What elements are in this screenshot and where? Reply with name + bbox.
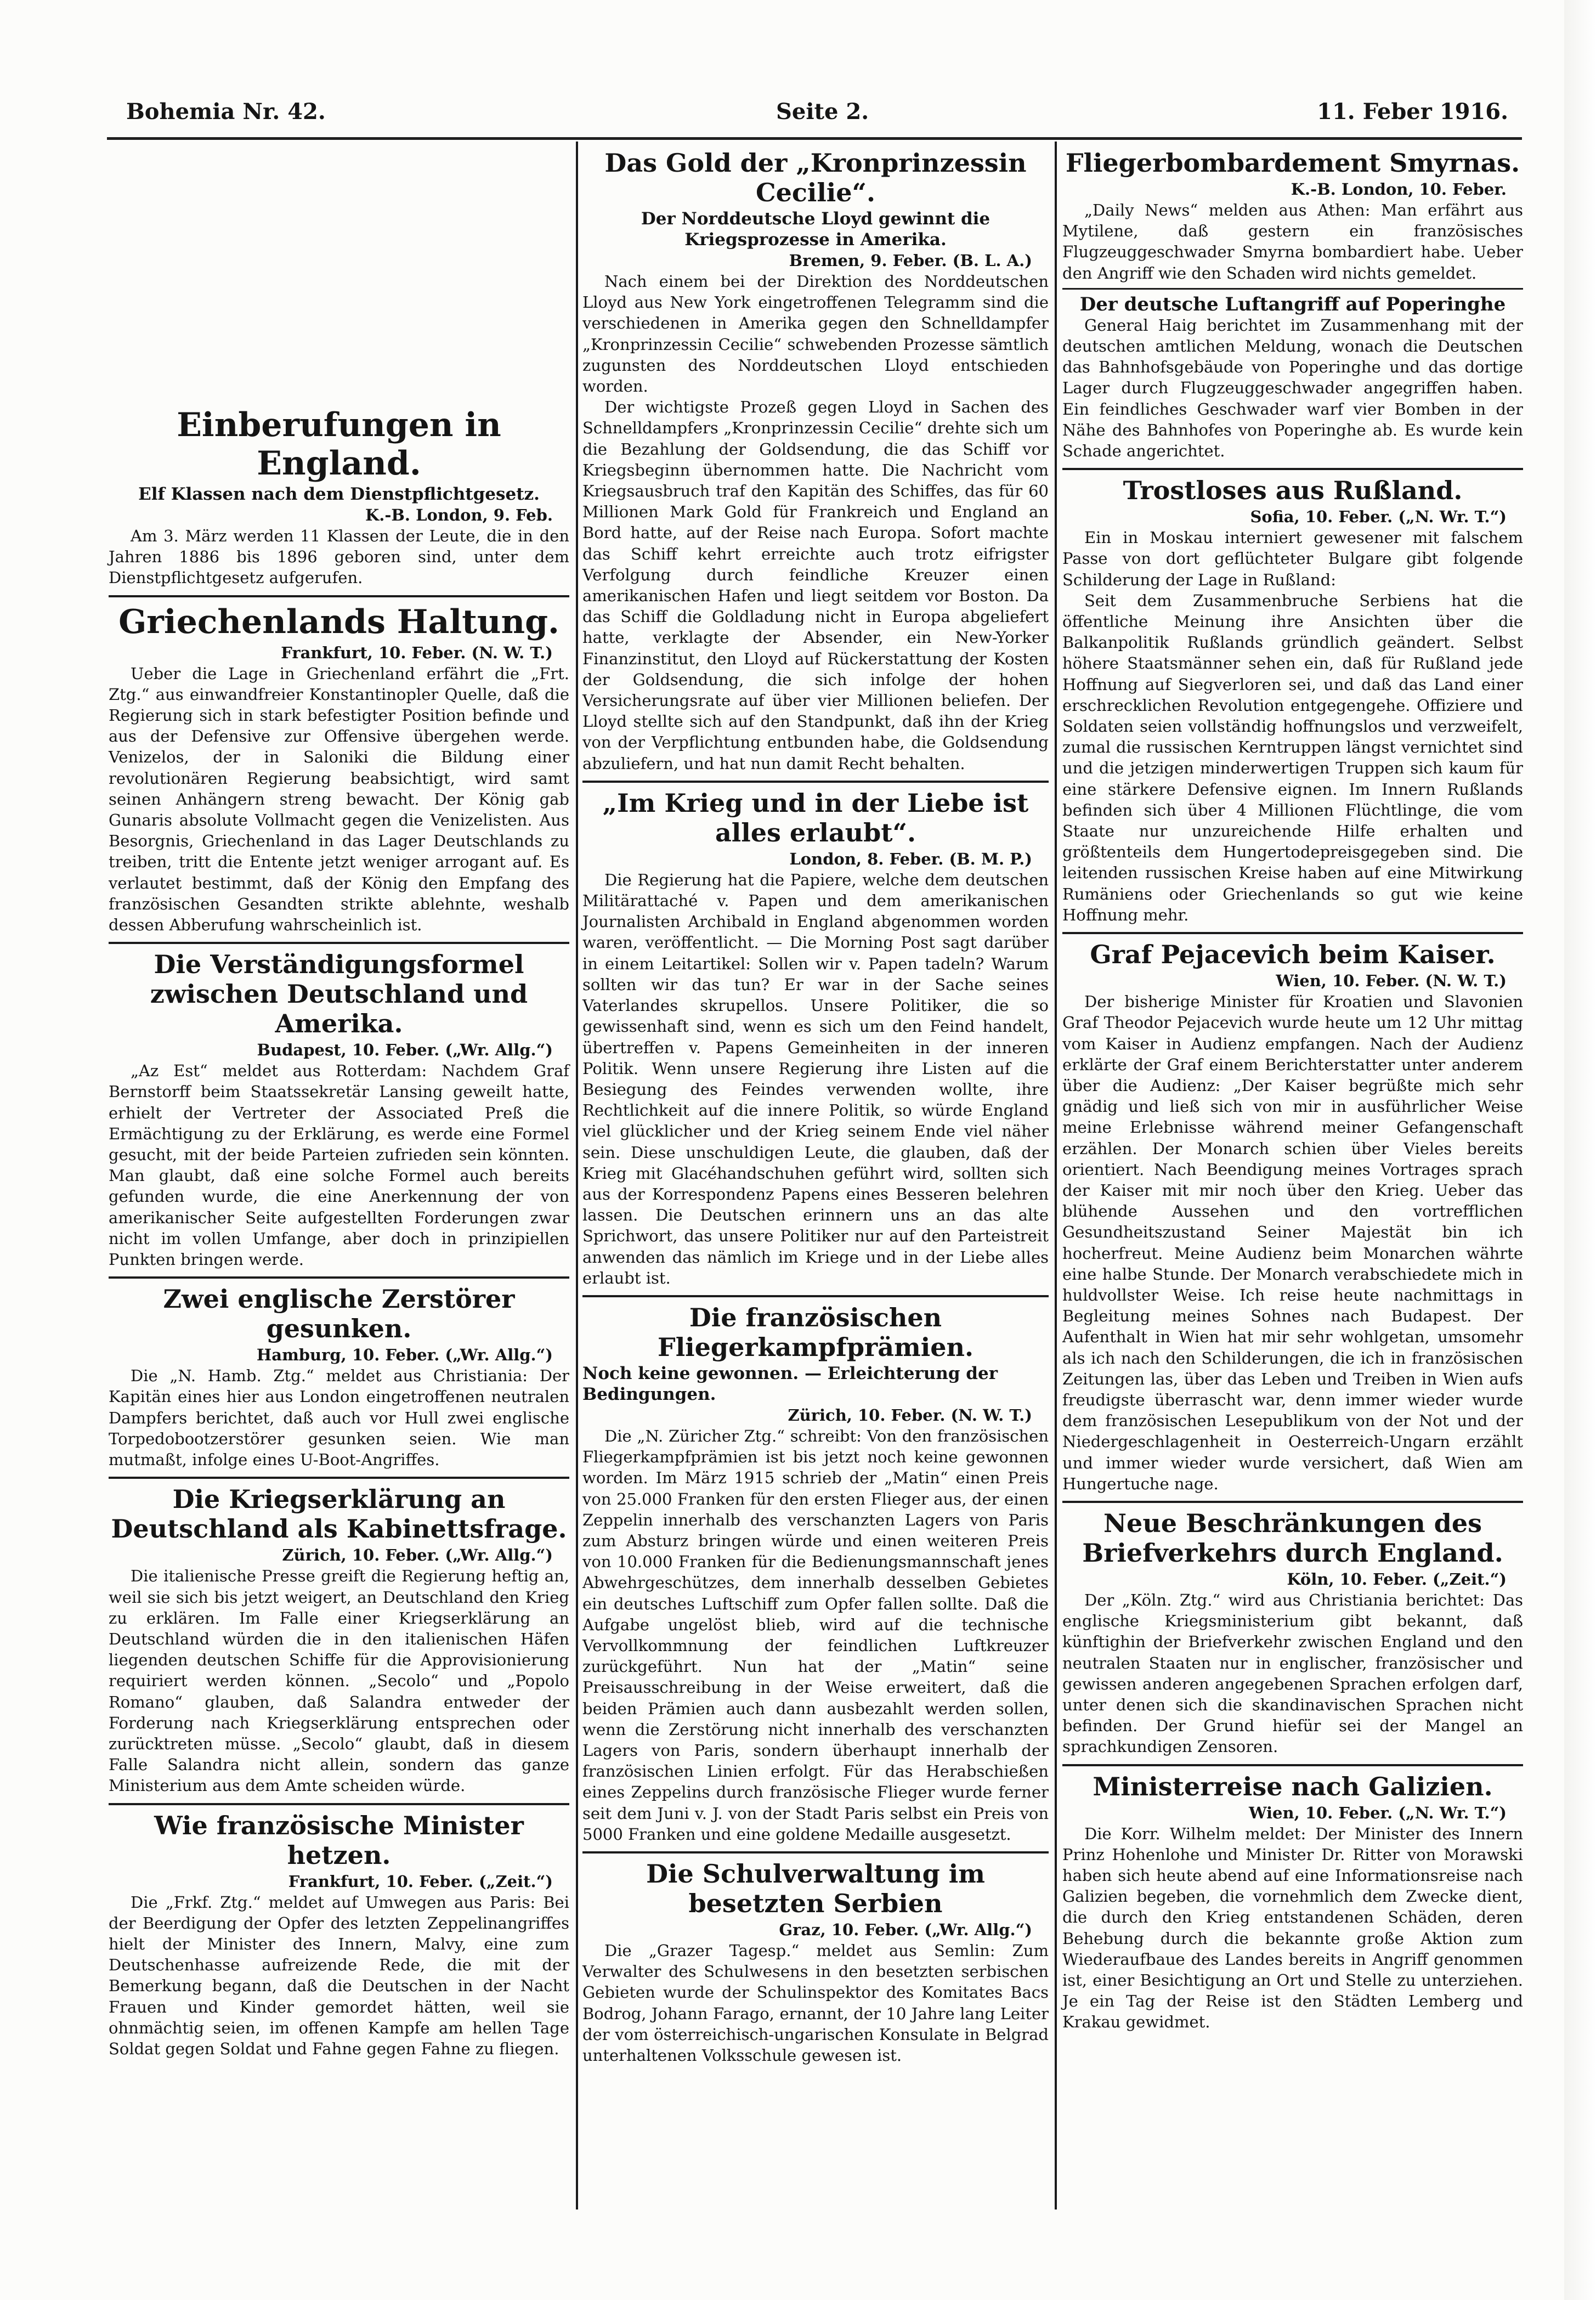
article-krieg-liebe [582, 788, 1049, 1289]
article-kriegserklaerung [109, 1484, 569, 1796]
article-body: „Az Est“ meldet aus Rotterdam: Nachdem Graf Bernstorff beim Staatssekretär Lansing geweilt hatte, erhielt der Vertreter der Associated Preß die Ermächtigung zu der Erklärung, es werde eine Formel gesucht, mit der beide Parteien zufrieden sein könnten. Man glaubt, daß eine solche Formel auch bereits gefunden wurde, die eine Anerkennung der von amerikanischer Seite aufgestellten Forderungen zwar nicht im vollen Umfange, aber doch in prinzipiellen Punkten bringen werde. [109, 1061, 569, 1269]
subheadline: Noch keine gewonnen. — Erleichterung der Bedingungen. [582, 1363, 998, 1404]
dateline: Sofia, 10. Feber. („N. Wr. T.“) [1250, 507, 1507, 527]
article-body: Der wichtigste Prozeß gegen Lloyd in Sachen des Schnelldampfers „Kronprinzessin Cecilie“ drehte sich um die Bezahlung der Goldsendung, die das Schiff vor Kriegsbeginn übernommen hatte. Die Nachricht vom Kriegsausbruch traf den Kapitän des Schiffes, das für 60 Millionen Mark Gold für Frankreich und England an Bord hatte, auf der Reise nach Europa. Sofort machte das Schiff kehrt erreichte auch trotz eifrigster Verfolgung durch feindliche Kreuzer einen amerikanischen Hafen und liegt seitdem vor Boston. Da das Schiff die Goldladung nicht in Europa abgeliefert hatte, verklagte der Absender, ein New-Yorker Finanzinstitut, den Lloyd auf Rückerstattung der Kosten der Goldsendung, die sich infolge der hohen Versicherungsrate auf über vier Millionen beliefen. Der Lloyd stellte sich auf den Standpunkt, daß ihn der Krieg von der Verpflichtung entbunden habe, die Goldsendung abzuliefern, und hat nun damit Recht behalten. [582, 398, 1049, 773]
headline: Trostloses aus Rußland. [1123, 476, 1463, 506]
article-divider [109, 942, 569, 944]
headline: Griechenlands Haltung. [118, 602, 559, 641]
article-body: Nach einem bei der Direktion des Norddeutschen Lloyd aus New York eingetroffenen Telegramm sind die verschiedenen in Amerika gegen den Schnelldampfer „Kronprinzessin Cecilie“ schwebenden Prozesse sämtlich zugunsten des Norddeutschen Lloyd entschieden worden. [582, 272, 1049, 396]
article-schulverwaltung [582, 1859, 1049, 2066]
article-body: Ein in Moskau interniert gewesener mit falschem Passe von dort geflüchteter Bulgare gibt folgende Schilderung der Lage in Rußland: [1062, 528, 1523, 589]
header-publication: Bohemia Nr. 42. [126, 99, 326, 125]
column-1-top-space [109, 146, 569, 404]
column-1 [109, 146, 569, 2059]
article-body: Am 3. März werden 11 Klassen der Leute, die in den Jahren 1886 bis 1896 geboren sind, unter dem Dienstpflichtgesetz aufgerufen. [109, 527, 569, 587]
headline: Ministerreise nach Galizien. [1093, 1771, 1493, 1801]
article-divider [1062, 288, 1523, 290]
headline: Zwei englische Zerstörer gesunken. [163, 1284, 515, 1344]
article-griechenland [109, 603, 569, 936]
article-body: Die Korr. Wilhelm meldet: Der Minister des Innern Prinz Hohenlohe und Minister Dr. Ritter von Morawski haben sich heute abend auf eine Informationsreise nach Galizien begeben, die vornehmlich dem Zwecke dient, die durch den Krieg entstandenen Schäden, deren Behebung durch die bekannte große Aktion zum Wiederaufbaue des Landes bereits in Angriff genommen ist, einer Besichtigung an Ort und Stelle zu unterziehen. Je ein Tag der Reise ist den Städten Lemberg und Krakau gewidmet. [1062, 1824, 1523, 2032]
headline: Fliegerbombardement Smyrnas. [1065, 148, 1520, 178]
article-body: „Daily News“ melden aus Athen: Man erfährt aus Mytilene, daß gestern ein französisches Flugzeuggeschwader Smyrna bombardiert habe. Ueber den Angriff wie den Schaden wird nichts gemeldet. [1062, 201, 1523, 282]
article-divider [109, 1477, 569, 1479]
dateline: Frankfurt, 10. Feber. (N. W. T.) [281, 643, 553, 662]
header-rule [107, 137, 1522, 140]
article-body: Die „N. Hamb. Ztg.“ meldet aus Christiania: Der Kapitän eines hier aus London eingetroffenen neutralen Dampfers berichtet, daß auch vor Hull zwei englische Torpedobootzerstörer gesunken seien. Wie man mutmaßt, infolge eines U-Boot-Angriffes. [109, 1366, 569, 1470]
article-divider [109, 1276, 569, 1279]
headline: Das Gold der „Kronprinzessin Cecilie“. [604, 148, 1027, 207]
header-page-number: Seite 2. [776, 99, 869, 125]
dateline: Köln, 10. Feber. („Zeit.“) [1287, 1569, 1507, 1589]
column-rule-2 [1055, 142, 1057, 2209]
article-body: Die „N. Züricher Ztg.“ schreibt: Von den französischen Fliegerkampfprämien ist bis jetzt noch keine gewonnen worden. Im März 1915 schrieb der „Matin“ einen Preis von 25.000 Franken für den ersten Flieger aus, der einen Zeppelin innerhalb des verschanzten Lagers von Paris zum Absturz bringen würde und einen weiteren Preis von 10.000 Franken für die Bedienungsmannschaft jenes Abwehrgeschützes, dem innerhalb desselben Gebietes ein deutsches Luftschiff zum Opfer fallen sollte. Daß die Aufgabe ungelöst blieb, wird auf die technische Vervollkommnung der feindlichen Luftkreuzer zurückgeführt. Nun hat der „Matin“ seine Preisausschreibung in der Weise erweitert, daß die beiden Prämien auch dann ausbezahlt werden sollen, wenn die Zerstörung nicht innerhalb des verschanzten Lagers von Paris, sondern überhaupt innerhalb der französischen Linien erfolgt. Für das Herabschießen eines Zeppelins durch französische Flieger wurde ferner seit dem Juni v. J. von der Stadt Paris selbst ein Preis von 5000 Franken und eine goldene Medaille ausgesetzt. [582, 1426, 1049, 1844]
headline: Der deutsche Luftangriff auf Poperinghe [1079, 293, 1506, 315]
dateline: Hamburg, 10. Feber. („Wr. Allg.“) [256, 1346, 553, 1365]
article-body: Die Regierung hat die Papiere, welche dem deutschen Militärattaché v. Papen und dem amerikanischen Journalisten Archibald in England abgenommen worden waren, veröffentlicht. — Die Morning Post sagt darüber in einem Leitartikel: Sollen wir v. Papen tadeln? Warum sollten wir das tun? Er war in der Sache seines Vaterlandes skrupellos. Unsere Politiker, die so gewissenhaft sind, wenn es sich um den Feind handelt, übertreffen v. Papens Gemeinheiten in der inneren Politik. Wenn unsere Regierung ihre Listen auf die Besiegung des Feindes verwenden wollte, ihre Rechtlichkeit auf die innere Politik, so würde England viel glücklicher und der Krieg seinem Ende viel näher sein. Diese unschuldigen Leute, die glauben, daß der Krieg mit Glacéhandschuhen geführt wird, sollten sich aus der Korrespondenz Papens eines Besseren belehren lassen. Die Deutschen erinnern uns an das alte Sprichwort, das unsere Politiker nur auf den Parteistreit anwenden das nämlich im Kriege und in der Liebe alles erlaubt ist. [582, 870, 1049, 1287]
headline: Wie französische Minister hetzen. [154, 1810, 524, 1870]
article-divider [1062, 1764, 1523, 1766]
subheadline: Elf Klassen nach dem Dienstpflichtgesetz. [138, 484, 540, 504]
article-pejacevich [1062, 940, 1523, 1494]
dateline: London, 8. Feber. (B. M. P.) [789, 849, 1032, 868]
headline: Graf Pejacevich beim Kaiser. [1090, 940, 1496, 970]
article-body: Die „Frkf. Ztg.“ meldet auf Umwegen aus Paris: Bei der Beerdigung der Opfer des letzten Zeppelinangriffes hielt der Minister des Innern, Malvy, eine zum Deutschenhasse aufreizende Rede, die mit der Bemerkung begann, daß die Deutschen in der Nacht Frauen und Kinder gemordet hätten, weil sie ohnmächtig seien, im offenen Kampfe am hellen Tage Soldat gegen Soldat und Fahne gegen Fahne zu fliegen. [109, 1892, 569, 2058]
dateline: K.-B. London, 9. Feb. [365, 506, 553, 524]
headline: Die Verständigungsformel zwischen Deutschland und Amerika. [150, 950, 528, 1039]
article-poperinghe [1062, 294, 1523, 461]
column-rule-1 [576, 142, 578, 2209]
dateline: Zürich, 10. Feber. („Wr. Allg.“) [282, 1546, 553, 1565]
article-ministerreise [1062, 1772, 1523, 2033]
dateline: Wien, 10. Feber. (N. W. T.) [1276, 971, 1507, 991]
article-minister [109, 1811, 569, 2060]
article-divider [1062, 1501, 1523, 1503]
dateline: Frankfurt, 10. Feber. („Zeit.“) [288, 1872, 553, 1891]
headline: Neue Beschränkungen des Briefverkehrs durch England. [1082, 1508, 1503, 1568]
subheadline: Der Norddeutsche Lloyd gewinnt die Kriegsprozesse in Amerika. [641, 209, 991, 250]
article-divider [582, 781, 1049, 783]
article-divider [582, 1295, 1049, 1297]
article-body: Der bisherige Minister für Kroatien und Slavonien Graf Theodor Pejacevich wurde heute um 12 Uhr mittag vom Kaiser in Audienz empfangen. Nach der Audienz erklärte der Graf einem Berichterstatter unter anderem über die Audienz: „Der Kaiser begrüßte mich sehr gnädig und ließ sich von mir in ausführlicher Weise meine Erlebnisse während meiner Gefangenschaft erzählen. Der Monarch schien über Vieles bereits orientiert. Nach Beendigung meines Vortrages sprach der Kaiser mit mir noch über den Krieg. Ueber das blühende Aussehen und den vortrefflichen Gesundheitszustand Seiner Majestät bin ich hocherfreut. Meine Audienz beim Monarchen währte eine halbe Stunde. Der Monarch verabschiedete mich in huldvollster Weise. Ich reise heute nachmittags in Begleitung meines Sohnes nach Budapest. Der Aufenthalt in Wien hat mir sehr wohlgetan, umsomehr als ich nach den Schilderungen, die ich in französischen Zeitungen las, über das Leben und Treiben in Wien aufs freudigste überrascht war, denn immer wieder wurde dem französischen Lesepublikum von der Not und der Niedergeschlagenheit in Oesterreich-Ungarn erzählt und immer wieder wurde versichert, daß Wien am Hungertuche nage. [1062, 992, 1523, 1493]
article-verstaendigung [109, 950, 569, 1270]
dateline: Wien, 10. Feber. („N. Wr. T.“) [1248, 1803, 1507, 1822]
page-header [110, 99, 1519, 137]
article-divider [1062, 932, 1523, 934]
dateline: Graz, 10. Feber. („Wr. Allg.“) [779, 1920, 1032, 1939]
headline: Die französischen Fliegerkampfprämien. [658, 1302, 974, 1362]
dateline: Bremen, 9. Feber. (B. L. A.) [789, 251, 1032, 270]
article-divider [109, 595, 569, 597]
article-body: Ueber die Lage in Griechenland erfährt die „Frt. Ztg.“ aus einwandfreier Konstantinopler Quelle, daß die Regierung sich in stark befestigter Position befinde und aus der Defensive zur Offensive übergehen werde. Venizelos, der in Saloniki die Bildung einer revolutionären Regierung beabsichtigt, wird samt seinen Anhängern streng bewacht. Der König gab Gunaris absolute Vollmacht gegen die Venizelisten. Aus Besorgnis, Griechenland in das Lager Deutschlands zu treiben, tritt die Entente jetzt weniger arrogant auf. Es verlautet bestimmt, daß der König den Empfang des französischen Gesandten strikte ablehnte, weshalb dessen Abberufung wahrscheinlich ist. [109, 664, 569, 935]
article-fliegerkampf [582, 1303, 1049, 1845]
headline: Die Schulverwaltung im besetzten Serbien [646, 1859, 985, 1918]
article-smyrna [1062, 148, 1523, 284]
dateline: K.-B. London, 10. Feber. [1291, 180, 1507, 199]
dateline: Zürich, 10. Feber. (N. W. T.) [788, 1405, 1032, 1425]
article-divider [582, 1851, 1049, 1853]
article-body: Seit dem Zusammenbruche Serbiens hat die öffentliche Meinung ihre Ansichten über die Balkanpolitik Rußlands gründlich geändert. Selbst höhere Staatsmänner sehen ein, daß für Rußland jede Hoffnung auf Siegverloren sei, und daß das Land einer erschrecklichen Revolution entgegengehe. Offiziere und Soldaten seien vollständig hoffnungslos und verzweifelt, zumal die russischen Kerntruppen längst vernichtet sind und die jetzigen minderwertigen Truppen sich kaum für eine stärkere Defensive eignen. Im Innern Rußlands befinden sich über 4 Millionen Flüchtlinge, die vom Staate nur unzureichende Hilfe erhalten und größtenteils dem Hungertodepreisgegeben sind. Die leitenden russischen Kreise haben auf eine Mitwirkung Rumäniens oder Griechenlands so gut wie keine Hoffnung mehr. [1062, 591, 1523, 924]
article-briefverkehr [1062, 1508, 1523, 1758]
column-2 [582, 146, 1049, 2066]
dateline: Budapest, 10. Feber. („Wr. Allg.“) [257, 1041, 553, 1060]
article-gold [582, 148, 1049, 774]
article-body: Die italienische Presse greift die Regierung heftig an, weil sie sich bis jetzt weigert, an Deutschland den Krieg zu erklären. Im Falle einer Kriegserklärung an Deutschland würden die in den italienischen Häfen liegenden deutschen Schiffe für die Approvisionierung requiriert werden können. „Secolo“ und „Popolo Romano“ glauben, daß Salandra entweder der Forderung nach Kriegserklärung entsprechen oder zurücktreten müsse. „Secolo“ glaubt, daß in diesem Falle Salandra nicht allein, sondern das ganze Ministerium aus dem Amte scheiden würde. [109, 1567, 569, 1795]
article-body: Der „Köln. Ztg.“ wird aus Christiania berichtet: Das englische Kriegsministerium gibt bekannt, daß künftighin der Briefverkehr zwischen England und den neutralen Staaten nur in englischer, französischer und gewissen anderen angegebenen Sprachen erfolgen darf, unter denen sich die skandinavischen Sprachen nicht befinden. Der Grund hiefür sei der Mangel an sprachkundigen Zensoren. [1062, 1590, 1523, 1756]
article-body: General Haig berichtet im Zusammenhang mit der deutschen amtlichen Meldung, wonach die Deutschen das Bahnhofsgebäude von Poperinghe und das dortige Lager durch Flugzeuggeschwader angegriffen haben. Ein feindliches Geschwader warf vier Bomben in der Nähe des Bahnhofes von Poperinghe ab. Es wurde kein Schade angerichtet. [1062, 315, 1523, 461]
article-zerstoerer [109, 1284, 569, 1470]
article-divider [1062, 468, 1523, 470]
article-einberufungen [109, 406, 569, 589]
article-divider [109, 1803, 569, 1805]
headline: Einberufungen in England. [177, 406, 501, 483]
headline: Die Kriegserklärung an Deutschland als Kabinettsfrage. [111, 1484, 567, 1544]
article-russland [1062, 476, 1523, 925]
article-body: Die „Grazer Tagesp.“ meldet aus Semlin: Zum Verwalter des Schulwesens in den besetzten serbischen Gebieten wurde der Schulinspektor des Komitates Bacs Bodrog, Johann Farago, ernannt, der 10 Jahre lang Leiter der vom österreichisch-ungarischen Konsulate in Belgrad unterhaltenen Volksschule gewesen ist. [582, 1941, 1049, 2065]
header-date: 11. Feber 1916. [1317, 99, 1508, 125]
column-3 [1062, 146, 1523, 2033]
headline: „Im Krieg und in der Liebe ist alles erlaubt“. [602, 788, 1029, 847]
scan-edge [1564, 0, 1596, 2300]
